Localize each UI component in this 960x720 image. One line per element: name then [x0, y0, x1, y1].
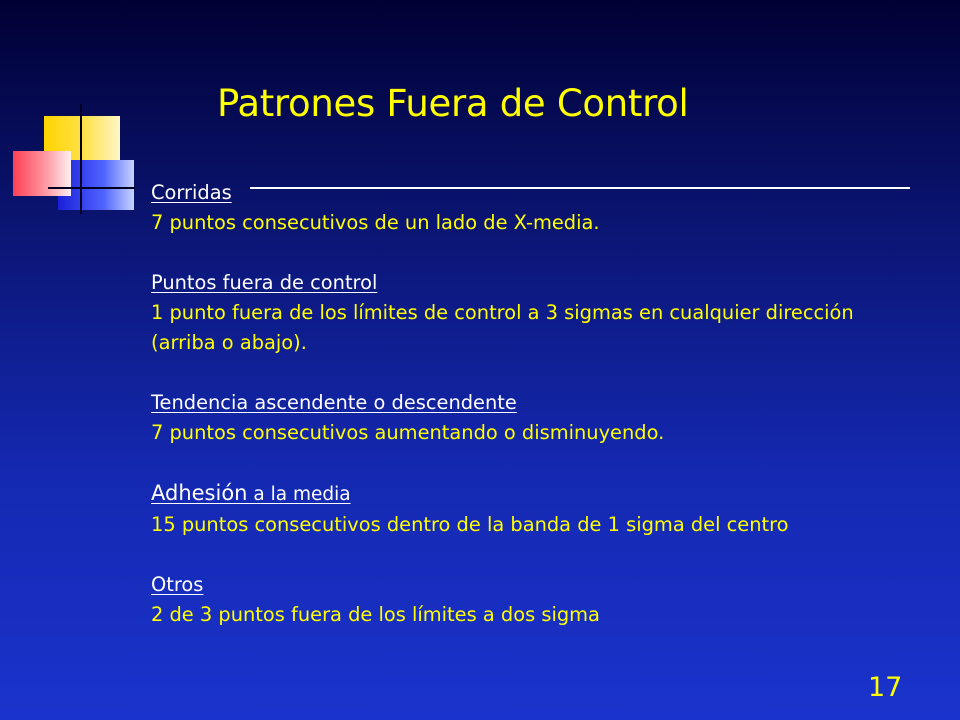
- section-heading: Puntos fuera de control: [151, 271, 378, 294]
- slide-title: Patrones Fuera de Control: [217, 82, 689, 125]
- section-body: 2 de 3 puntos fuera de los límites a dos sigma: [151, 603, 600, 626]
- section-body: 1 punto fuera de los límites de control a 3 sigmas en cualquier dirección (arriba o abajo).: [151, 301, 854, 354]
- section-heading-part1: Adhesión: [151, 481, 248, 505]
- section-body: 15 puntos consecutivos dentro de la banda de 1 sigma del centro: [151, 513, 789, 536]
- section-heading-part2: a la media: [247, 484, 351, 505]
- horizontal-rule-left: [48, 187, 135, 189]
- section-heading: Tendencia ascendente o descendente: [151, 391, 517, 414]
- red-square: [13, 151, 71, 196]
- section-tendencia: [151, 388, 911, 448]
- section-heading: Corridas: [151, 181, 232, 204]
- vertical-rule: [80, 104, 82, 214]
- section-otros: [151, 570, 911, 630]
- section-adhesion: [151, 478, 911, 540]
- section-corridas: [151, 178, 911, 238]
- section-heading: Otros: [151, 573, 204, 596]
- page-number: 17: [868, 672, 903, 703]
- section-heading: [151, 482, 351, 505]
- section-body: 7 puntos consecutivos de un lado de X-media.: [151, 211, 600, 234]
- section-body: 7 puntos consecutivos aumentando o disminuyendo.: [151, 421, 665, 444]
- content-body: [151, 178, 911, 630]
- section-puntos-fuera: [151, 268, 911, 358]
